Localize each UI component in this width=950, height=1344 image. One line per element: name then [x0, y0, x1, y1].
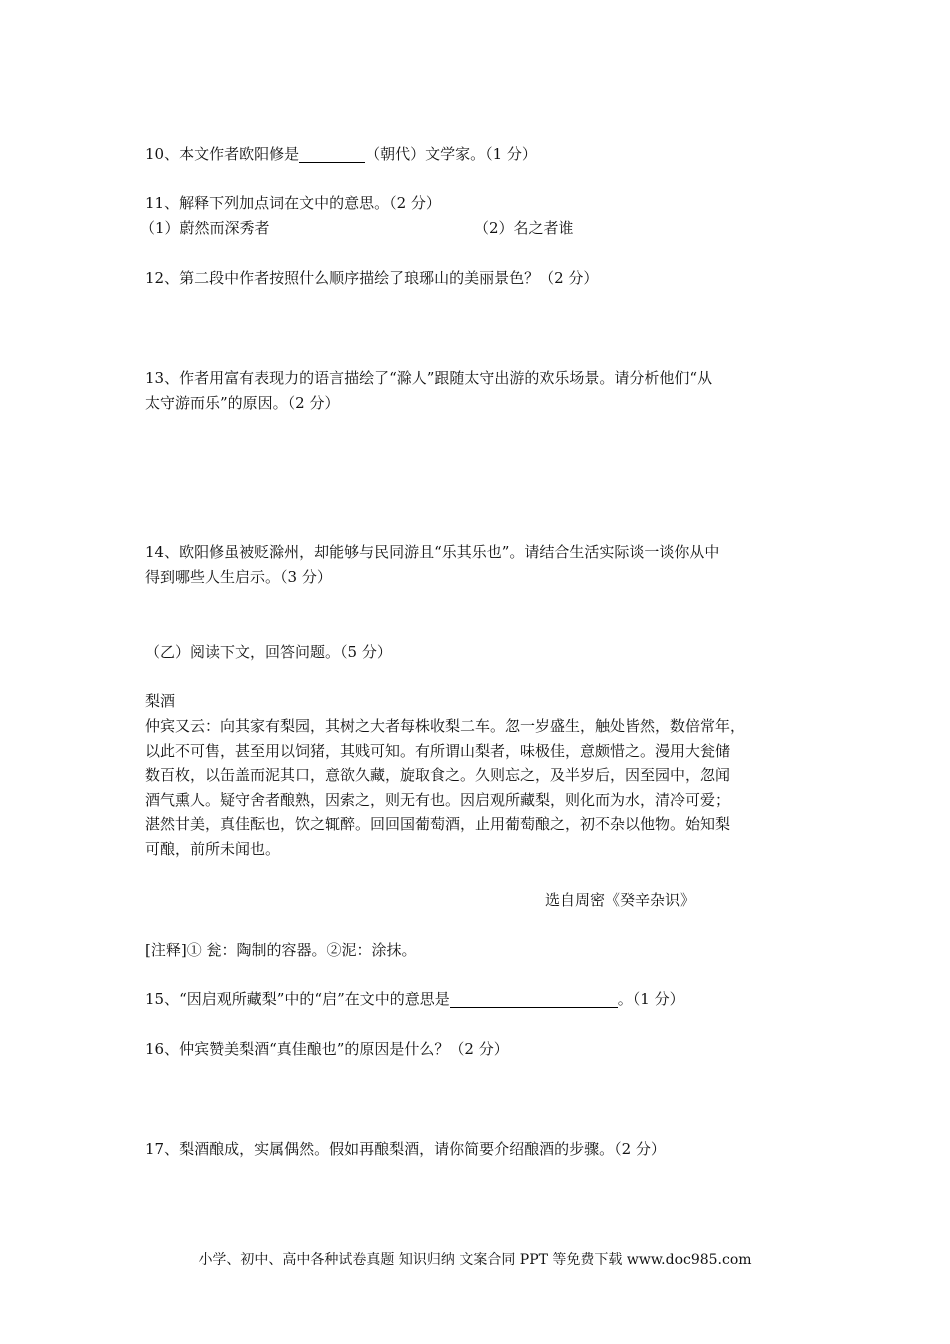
passage-title: 梨酒: [145, 692, 176, 710]
question-10: [145, 147, 537, 163]
question-11-item-2: （2）名之者谁: [474, 219, 574, 237]
answer-blank-15[interactable]: [450, 992, 618, 1008]
question-10-text-pre: 10、本文作者欧阳修是: [145, 145, 300, 163]
passage-note: [注释]① 瓮：陶制的容器。②泥：涂抹。: [145, 941, 417, 959]
question-13-line-1: 13、作者用富有表现力的语言描绘了“滁人”跟随太守出游的欢乐场景。请分析他们“从: [145, 369, 713, 387]
answer-blank-10[interactable]: [299, 147, 365, 163]
passage-body: 仲宾又云：向其家有梨园，其树之大者每株收梨二车。忽一岁盛生，触处皆然，数倍常年， 以此不可售，甚至用以饲猪，其贱可知。有所谓山梨者，味极佳，意颇惜之。漫用大瓮储 数百枚，以缶盖而泥其口，意欲久藏，旋取食之。久则忘之，及半岁后，因至园中，忽闻 酒气熏人。疑守舍者酿熟，因索之，则无有也。因启观所藏梨，则化而为水，清冷可爱； 湛然甘美，真佳酝也，饮之辄醉。回回国葡萄酒，止用葡萄酿之，初不杂以他物。始知梨 可酿，前所未闻也。: [145, 717, 746, 858]
question-10-text-post: （朝代）文学家。（1 分）: [365, 145, 537, 163]
question-17: 17、梨酒酿成，实属偶然。假如再酿梨酒，请你简要介绍酿酒的步骤。（2 分）: [145, 1140, 666, 1158]
question-15-text-pre: 15、“因启观所藏梨”中的“启”在文中的意思是: [145, 990, 450, 1008]
question-11-stem: 11、解释下列加点词在文中的意思。（2 分）: [145, 194, 441, 212]
question-12: 12、第二段中作者按照什么顺序描绘了琅琊山的美丽景色？（2 分）: [145, 269, 599, 287]
question-15-text-post: 。（1 分）: [617, 990, 685, 1008]
section-yi-heading: （乙）阅读下文，回答问题。（5 分）: [145, 643, 392, 661]
question-16: 16、仲宾赞美梨酒“真佳酿也”的原因是什么？（2 分）: [145, 1040, 509, 1058]
page-footer: 小学、初中、高中各种试卷真题 知识归纳 文案合同 PPT 等免费下载 www.doc985.com: [198, 1252, 752, 1268]
question-11-item-1: （1）蔚然而深秀者: [140, 219, 270, 237]
question-14-line-2: 得到哪些人生启示。（3 分）: [145, 568, 332, 586]
question-15: [145, 992, 685, 1008]
passage-source: 选自周密《癸辛杂识》: [545, 891, 696, 909]
question-13-line-2: 太守游而乐”的原因。（2 分）: [145, 394, 340, 412]
question-14-line-1: 14、欧阳修虽被贬滁州，却能够与民同游且“乐其乐也”。请结合生活实际谈一谈你从中: [145, 543, 720, 561]
